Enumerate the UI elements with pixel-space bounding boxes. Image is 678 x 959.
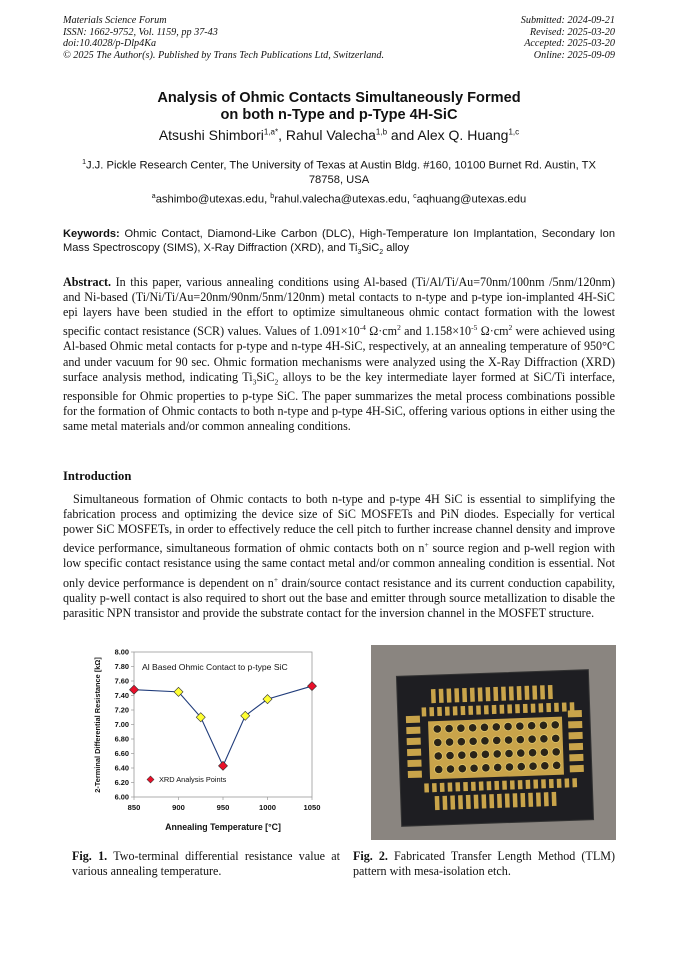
tlm-ring-contact — [529, 762, 538, 771]
tlm-bar — [442, 796, 447, 810]
tlm-bar — [474, 795, 479, 809]
x-tick-label: 1050 — [303, 803, 321, 812]
tlm-ring-contact — [470, 764, 479, 773]
email-a[interactable]: ashimbo@utexas.edu — [155, 193, 265, 206]
keywords-sub-1: 3 — [357, 248, 362, 256]
tlm-bar — [439, 689, 444, 703]
email-list: $^a$ashimbo@utexas.edu, $^b$rahul.valecha@utexas.edu, $^c$aqhuang@utexas.edu — [151, 193, 527, 206]
tlm-side-pad — [407, 738, 421, 745]
tlm-ring-contact — [469, 750, 478, 759]
tlm-bar — [455, 782, 460, 791]
author-3: Alex Q. Huang — [417, 127, 509, 143]
x-tick-label: 850 — [127, 803, 141, 812]
affiliation — [70, 156, 608, 188]
email-c-sup: c — [413, 193, 417, 200]
y-tick-label: 6.60 — [114, 749, 129, 759]
author-2: Rahul Valecha — [285, 127, 376, 143]
tlm-side-pad — [569, 754, 583, 761]
resistance-chart — [70, 645, 335, 840]
tlm-bar — [424, 783, 429, 792]
chart-title: Al Based Ohmic Contact to p-type SiC — [142, 662, 288, 672]
abstract-exp: -5 — [471, 323, 478, 333]
tlm-ring-contact — [492, 736, 501, 745]
tlm-ring-contact — [552, 748, 561, 757]
tlm-pattern-photo — [371, 645, 616, 840]
tlm-ring-contact — [493, 763, 502, 772]
tlm-bar — [526, 780, 531, 789]
keywords-mid: SiC — [361, 241, 380, 254]
tlm-bar — [546, 703, 551, 712]
y-tick-label: 7.40 — [114, 691, 129, 701]
figure-2-label: Fig. 2. — [353, 849, 388, 863]
title-line-2: on both n-Type and p-Type 4H-SiC — [220, 107, 458, 123]
tlm-bar — [509, 686, 514, 700]
tlm-ring-contact — [481, 750, 490, 759]
tlm-bar — [492, 705, 497, 714]
tlm-ring-contact — [481, 737, 490, 746]
email-c[interactable]: aqhuang@utexas.edu — [416, 193, 527, 206]
tlm-ring-contact — [480, 723, 489, 732]
tlm-bar — [493, 687, 498, 701]
tlm-bar — [437, 707, 442, 716]
tlm-bar — [458, 795, 463, 809]
x-axis-label: Annealing Temperature [°C] — [165, 822, 281, 832]
keywords-sub-2: 2 — [379, 248, 384, 256]
tlm-bar — [524, 686, 529, 700]
tlm-bar — [445, 707, 450, 716]
tlm-bar — [540, 685, 545, 699]
journal-name: Materials Science Forum — [63, 15, 167, 26]
abstract-label: Abstract. — [63, 275, 112, 289]
abstract — [63, 275, 615, 434]
intro-paragraph — [63, 492, 615, 621]
tlm-bar — [497, 794, 502, 808]
online-date: Online: 2025-09-09 — [533, 49, 615, 61]
tlm-ring-contact — [516, 722, 525, 731]
tlm-bar — [468, 706, 473, 715]
issn: ISSN: 1662-9752, Vol. 1159, pp 37-43 — [63, 26, 218, 38]
tlm-side-pad — [569, 743, 583, 750]
legend — [147, 775, 227, 784]
author-sep-2: and — [387, 127, 418, 143]
tlm-bar — [518, 780, 523, 789]
y-axis-label: 2-Terminal Differential Resistance [kΩ] — [93, 657, 102, 793]
author-1-sup: 1,a* — [263, 127, 279, 137]
tlm-bar — [507, 704, 512, 713]
tlm-bar — [548, 685, 553, 699]
figure-1-text: Two-terminal differential resistance value at various annealing temperature. — [72, 849, 340, 878]
y-tick-label: 6.40 — [114, 763, 129, 773]
tlm-ring-contact — [482, 763, 491, 772]
tlm-bar — [538, 703, 543, 712]
keywords-label: Keywords: — [63, 228, 120, 240]
tlm-ring-contact — [446, 765, 455, 774]
tlm-bar — [517, 686, 522, 700]
copyright: © 2025 The Author(s). Published by Trans Tech Publications Ltd, Switzerland. — [63, 49, 385, 61]
tlm-bar — [435, 796, 440, 810]
y-tick-label: 7.80 — [114, 662, 129, 672]
abstract-sub: 3 — [252, 377, 257, 386]
tlm-bar — [440, 783, 445, 792]
tlm-ring-contact — [517, 762, 526, 771]
abstract-text: SiC — [256, 369, 275, 384]
intro-sup: + — [424, 540, 429, 550]
y-tick-label: 8.00 — [114, 647, 129, 657]
abstract-text: alloys to be the key intermediate layer formed at SiC/Ti interface, responsible for Ohmic properties to p-type SiC. The paper summarizes the metal process combinations possible for the formation of Ohmic contacts to both n-type and p-type 4H-SiC, offering various options in either using the same metal materials and/or common annealing conditions. — [63, 369, 616, 434]
x-tick-label: 900 — [172, 803, 185, 812]
tlm-ring-contact — [552, 761, 561, 770]
tlm-ring-contact — [492, 723, 501, 732]
tlm-ring-contact — [468, 723, 477, 732]
tlm-bar — [515, 704, 520, 713]
tlm-ring-contact — [457, 751, 466, 760]
abstract-text: and 1.158×10 — [400, 324, 472, 339]
y-tick-label: 6.20 — [114, 778, 129, 788]
tlm-bar — [484, 705, 489, 714]
tlm-ring-contact — [457, 737, 466, 746]
tlm-ring-contact — [551, 721, 560, 730]
figure-1-caption — [72, 849, 340, 879]
y-tick-label: 6.00 — [114, 792, 129, 802]
tlm-bar — [422, 707, 427, 716]
tlm-bar — [466, 795, 471, 809]
tlm-bar — [448, 783, 453, 792]
tlm-bar — [554, 703, 559, 712]
intro-text: source region and p-well region with low specific contact resistance using the same contact metal and/or common annealing condition is essential. Not only device performance is dependent on n — [63, 541, 615, 590]
tlm-bar — [462, 688, 467, 702]
tlm-bar — [533, 780, 538, 789]
abstract-exp: 2 — [397, 323, 401, 333]
tlm-ring-contact — [540, 748, 549, 757]
tlm-bar — [532, 686, 537, 700]
tlm-side-pad — [570, 765, 584, 772]
tlm-ring-contact — [516, 735, 525, 744]
tlm-ring-contact — [458, 764, 467, 773]
email-a-sup: a — [151, 193, 156, 200]
tlm-ring-contact — [469, 737, 478, 746]
paper-title — [0, 90, 678, 124]
figure-2-caption — [353, 849, 615, 879]
author-sep-1: , — [278, 127, 286, 143]
tlm-ring-contact — [516, 749, 525, 758]
keywords — [63, 228, 615, 259]
tlm-ring-contact — [493, 750, 502, 759]
tlm-ring-contact — [505, 749, 514, 758]
tlm-bar — [541, 779, 546, 788]
tlm-bar — [432, 783, 437, 792]
tlm-bar — [544, 792, 549, 806]
tlm-bar — [565, 778, 570, 787]
tlm-ring-contact — [504, 736, 513, 745]
submitted-date: Submitted: 2024-09-21 — [520, 15, 615, 26]
tlm-bar — [453, 706, 458, 715]
intro-text: Simultaneous formation of Ohmic contacts to both n-type and p-type 4H SiC is essential to simplifying the fabrication process and optimizing the device size of SiC MOSFETs and PiN diodes. Especially for vertical power SiC MOSFETs, in order to effectively reduce the cell pitch to further increase channel density and improve device performance, simultaneous formation of ohmic contacts both on n — [63, 492, 615, 556]
tlm-ring-contact — [551, 734, 560, 743]
tlm-ring-contact — [541, 761, 550, 770]
tlm-side-pad — [568, 721, 582, 728]
affiliation-text: J.J. Pickle Research Center, The University of Texas at Austin Bldg. #160, 10100 Burnet Rd. Austin, TX 78758, USA — [85, 159, 596, 187]
tlm-bar — [562, 702, 567, 711]
keywords-text: Ohmic Contact, Diamond-Like Carbon (DLC), High-Temperature Ion Implantation, Secondary Ion Mass Spectroscopy (SIMS), X-Ray Diffraction (XRD), and Ti — [63, 228, 615, 254]
tlm-ring-contact — [528, 735, 537, 744]
tlm-bar — [479, 781, 484, 790]
tlm-bar — [494, 781, 499, 790]
tlm-bar — [528, 793, 533, 807]
tlm-bar — [572, 778, 577, 787]
header-left — [63, 15, 384, 61]
tlm-ring-contact — [445, 738, 454, 747]
author-list — [0, 127, 678, 143]
title-line-1: Analysis of Ohmic Contacts Simultaneously Formed — [157, 90, 521, 106]
tlm-bar — [454, 688, 459, 702]
tlm-ring-contact — [445, 724, 454, 733]
tlm-ring-contact — [505, 763, 514, 772]
intro-sup: + — [273, 574, 279, 584]
abstract-text: Ω·cm — [365, 324, 398, 339]
tlm-bar — [536, 792, 541, 806]
tlm-bar — [431, 689, 436, 703]
header-right — [521, 15, 615, 61]
abstract-exp: 2 — [508, 323, 513, 333]
tlm-ring-contact — [433, 725, 442, 734]
tlm-bar — [501, 687, 506, 701]
tlm-ring-contact — [434, 765, 443, 774]
tlm-ring-contact — [433, 738, 442, 747]
tlm-bar — [513, 793, 518, 807]
tlm-bar — [478, 687, 483, 701]
x-tick-label: 1000 — [259, 803, 276, 812]
doi: doi:10.4028/p-Dlp4Ka — [63, 38, 157, 50]
tlm-side-pad — [407, 749, 421, 756]
tlm-ring-contact — [434, 752, 443, 761]
tlm-ring-contact — [528, 748, 537, 757]
revised-date: Revised: 2025-03-20 — [529, 26, 615, 38]
tlm-bar — [481, 794, 486, 808]
tlm-side-pad — [568, 710, 582, 717]
tlm-side-pad — [407, 760, 421, 767]
tlm-bar — [499, 705, 504, 714]
tlm-bar — [505, 794, 510, 808]
tlm-ring-contact — [446, 751, 455, 760]
y-tick-label: 7.60 — [114, 676, 129, 686]
tlm-bar — [446, 688, 451, 702]
email-b-sup: b — [270, 193, 275, 200]
tlm-bar — [471, 782, 476, 791]
tlm-bar — [463, 782, 468, 791]
tlm-side-pad — [569, 732, 583, 739]
tlm-bar — [429, 707, 434, 716]
abstract-sub: 2 — [274, 377, 279, 386]
tlm-bar — [487, 781, 492, 790]
abstract-exp: -4 — [359, 323, 366, 333]
tlm-bar — [549, 779, 554, 788]
tlm-ring-contact — [539, 721, 548, 730]
tlm-bar — [523, 704, 528, 713]
author-2-sup: 1,b — [375, 127, 388, 137]
tlm-bar — [485, 687, 490, 701]
tlm-side-pad — [408, 771, 422, 778]
tlm-side-pad — [406, 716, 420, 723]
tlm-bar — [489, 794, 494, 808]
accepted-date: Accepted: 2025-03-20 — [524, 38, 615, 50]
tlm-bar — [461, 706, 466, 715]
tlm-bar — [531, 704, 536, 713]
abstract-text: Ω·cm — [477, 324, 509, 339]
legend-label: XRD Analysis Points — [159, 775, 227, 784]
abstract-text: were achieved using Al-based Ohmic metal contacts for p-type and n-type 4H-SiC, respectively, at an annealing temperature of 950°C and under vacuum for 90 sec. Ohmic formation mechanisms were analyzed using the X-Ray Diffraction (XRD) surface analysis method, indicating Ti — [63, 324, 615, 384]
abstract-text: In this paper, various annealing conditions using Al-based (Ti/Al/Ti/Au=70nm/100nm /5nm/120nm) and Ni-based (Ti/Ni/Ti/Au=20nm/90nm/5nm/120nm) metal contacts to n-type and p-type ion-implanted 4H-SiC epi layers have been studied in the effort to optimize simultaneous ohmic contact formation with the lowest specific contact resistance (SCR) values. Values of 1.091×10 — [63, 275, 615, 339]
figure-2-text: Fabricated Transfer Length Method (TLM) pattern with mesa-isolation etch. — [353, 849, 615, 878]
intro-heading: Introduction — [63, 469, 132, 483]
affiliation-sup: 1 — [82, 159, 86, 166]
y-tick-label: 7.20 — [114, 705, 129, 715]
tlm-side-pad — [406, 727, 420, 734]
tlm-ring-contact — [540, 734, 549, 743]
author-1: Atsushi Shimbori — [158, 127, 264, 143]
tlm-bar — [510, 780, 515, 789]
tlm-bar — [570, 702, 575, 711]
tlm-bar — [552, 792, 557, 806]
tlm-bar — [520, 793, 525, 807]
tlm-bar — [502, 781, 507, 790]
keywords-end: alloy — [383, 241, 410, 254]
author-3-sup: 1,c — [508, 127, 520, 137]
x-tick-label: 950 — [216, 803, 230, 812]
tlm-bar — [557, 779, 562, 788]
figure-1-label: Fig. 1. — [72, 849, 108, 863]
tlm-ring-contact — [527, 721, 536, 730]
tlm-bar — [470, 688, 475, 702]
email-b[interactable]: rahul.valecha@utexas.edu — [274, 193, 407, 206]
tlm-bar — [476, 705, 481, 714]
intro-text: drain/source contact resistance and its current conduction capability, quality p-well contact is also required to short out the base and emitter through source metallization to disable the parasitic NPN transistor and provide the substrate contact for the inversion channel in the MOSFET structure. — [63, 575, 615, 620]
y-tick-label: 6.80 — [114, 734, 129, 744]
tlm-ring-contact — [504, 722, 513, 731]
tlm-ring-contact — [457, 724, 466, 733]
y-tick-label: 7.00 — [114, 720, 129, 730]
tlm-bar — [450, 795, 455, 809]
